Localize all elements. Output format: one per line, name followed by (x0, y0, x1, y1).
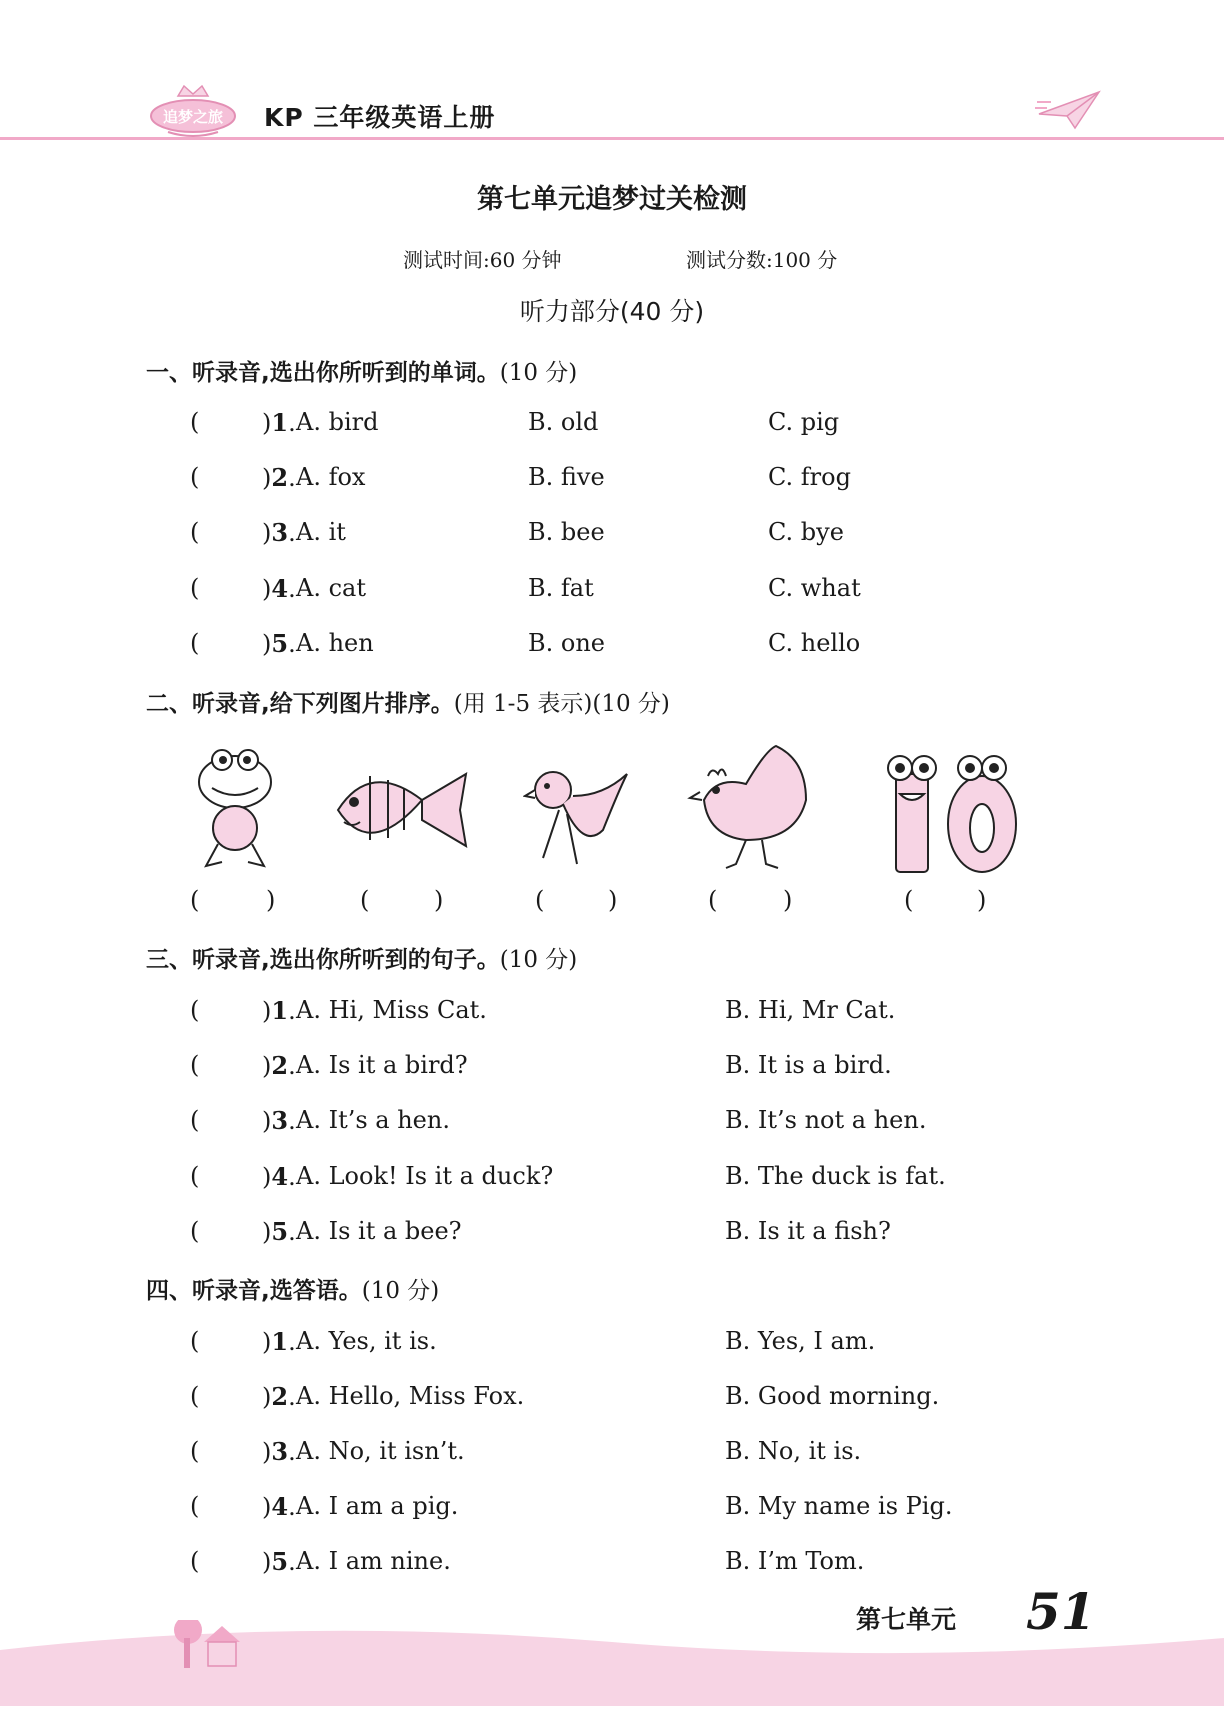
question-row: ( )1. A. bird B. old C. pig (190, 408, 840, 437)
question-row: ( )4. A. Look! Is it a duck? B. The duck is fat. (190, 1162, 946, 1191)
question-row: ( )3. A. No, it isn’t. B. No, it is. (190, 1437, 862, 1466)
hen-picture (686, 740, 820, 876)
question-row: ( )5. A. I am nine. B. I’m Tom. (190, 1547, 865, 1576)
frog-picture (190, 740, 280, 876)
unit-label: 第七单元 (856, 1605, 957, 1634)
header-rule (0, 137, 1224, 140)
series-logo (148, 82, 238, 140)
section-1-heading: 一、听录音,选出你所听到的单词。(10 分) (146, 360, 578, 386)
test-duration: 测试时间:60 分钟 (403, 248, 562, 272)
question-row: ( )4. A. cat B. fat C. what (190, 574, 861, 603)
paper-plane-icon (1035, 88, 1101, 132)
question-row: ( )5. A. hen B. one C. hello (190, 629, 861, 658)
listening-part-title: 听力部分(40 分) (519, 297, 705, 326)
question-row: ( )3. A. It’s a hen. B. It’s not a hen. (190, 1106, 927, 1135)
question-row: ( )2. A. fox B. five C. frog (190, 463, 851, 492)
question-row: ( )5. A. Is it a bee? B. Is it a fish? (190, 1217, 891, 1246)
number-ten-picture (878, 740, 1020, 876)
book-title: KP 三年级英语上册 (264, 103, 496, 132)
test-score: 测试分数:100 分 (686, 248, 838, 272)
test-title: 第七单元追梦过关检测 (477, 184, 747, 215)
svg-text:追梦之旅: 追梦之旅 (162, 108, 224, 126)
bird-picture (523, 740, 631, 876)
question-row: ( )4. A. I am a pig. B. My name is Pig. (190, 1492, 953, 1521)
question-row: ( )1. A. Yes, it is. B. Yes, I am. (190, 1327, 876, 1356)
question-row: ( )3. A. it B. bee C. bye (190, 518, 844, 547)
fish-picture (330, 740, 472, 876)
section-3-heading: 三、听录音,选出你所听到的句子。(10 分) (146, 947, 578, 973)
section-4-heading: 四、听录音,选答语。(10 分) (146, 1278, 440, 1304)
page-number: 51 (1026, 1582, 1096, 1641)
question-row: ( )1. A. Hi, Miss Cat. B. Hi, Mr Cat. (190, 996, 896, 1025)
question-row: ( )2. A. Is it a bird? B. It is a bird. (190, 1051, 892, 1080)
section-2-heading: 二、听录音,给下列图片排序。(用 1-5 表示)(10 分) (146, 691, 670, 717)
question-row: ( )2. A. Hello, Miss Fox. B. Good morning. (190, 1382, 940, 1411)
